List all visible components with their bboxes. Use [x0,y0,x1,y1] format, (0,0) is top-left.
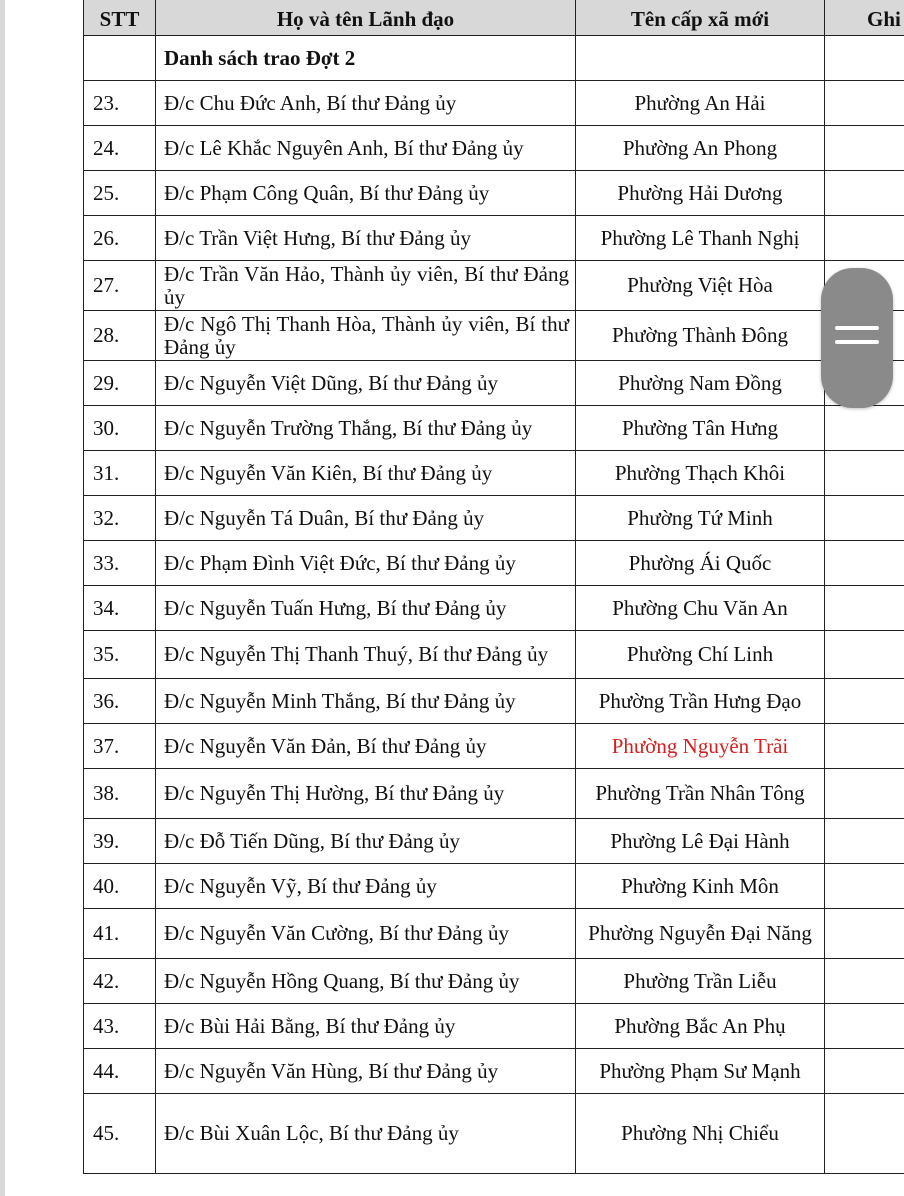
leader-name-cell: Đ/c Nguyễn Tuấn Hưng, Bí thư Đảng ủy [156,586,576,631]
ward-name-cell: Phường Trần Hưng Đạo [576,679,825,724]
ward-name-cell: Phường Chí Linh [576,631,825,679]
ward-name-cell: Phường Bắc An Phụ [576,1004,825,1049]
stt-cell: 38. [84,769,156,819]
stt-cell: 41. [84,909,156,959]
section-title: Danh sách trao Đợt 2 [156,36,576,81]
table-row [84,631,904,679]
table-row [84,126,904,171]
stt-cell: 33. [84,541,156,586]
stt-cell: 36. [84,679,156,724]
stt-cell: 37. [84,724,156,769]
leader-name-cell: Đ/c Nguyễn Văn Cường, Bí thư Đảng ủy [156,909,576,959]
table-header-row [84,0,904,36]
table-row [84,819,904,864]
ward-name-cell: Phường Nam Đồng [576,361,825,406]
scroll-handle[interactable] [821,268,893,408]
ward-name-cell: Phường Ái Quốc [576,541,825,586]
ward-name-cell: Phường Trần Liễu [576,959,825,1004]
drag-handle-icon-line [835,340,879,344]
ward-name-cell: Phường Nguyễn Đại Năng [576,909,825,959]
ward-name-cell: Phường Nhị Chiểu [576,1094,825,1174]
note-cell [825,126,904,171]
leader-name-cell: Đ/c Nguyễn Văn Hùng, Bí thư Đảng ủy [156,1049,576,1094]
stt-cell: 31. [84,451,156,496]
section-note-cell [825,36,904,81]
ward-name-cell: Phường Kinh Môn [576,864,825,909]
note-cell [825,1094,904,1174]
stt-cell: 39. [84,819,156,864]
note-cell [825,406,904,451]
drag-handle-icon [835,326,879,330]
leader-name-cell: Đ/c Nguyễn Văn Đản, Bí thư Đảng ủy [156,724,576,769]
leader-name-cell: Đ/c Lê Khắc Nguyên Anh, Bí thư Đảng ủy [156,126,576,171]
leader-name-cell: Đ/c Nguyễn Trường Thắng, Bí thư Đảng ủy [156,406,576,451]
section-row [84,36,904,81]
table-row [84,909,904,959]
stt-cell: 34. [84,586,156,631]
note-cell [825,541,904,586]
section-ward-cell [576,36,825,81]
stt-cell: 26. [84,216,156,261]
leader-name-cell: Đ/c Phạm Đình Việt Đức, Bí thư Đảng ủy [156,541,576,586]
stt-cell: 24. [84,126,156,171]
leaders-table [83,0,904,1174]
table-row [84,496,904,541]
stt-cell: 29. [84,361,156,406]
leader-name-cell: Đ/c Bùi Hải Bằng, Bí thư Đảng ủy [156,1004,576,1049]
leader-name-cell: Đ/c Nguyễn Tá Duân, Bí thư Đảng ủy [156,496,576,541]
note-cell [825,1049,904,1094]
ward-name-cell: Phường Trần Nhân Tông [576,769,825,819]
table-row [84,406,904,451]
table-row [84,679,904,724]
table-row [84,541,904,586]
stt-cell: 40. [84,864,156,909]
table-row [84,216,904,261]
leader-name-cell: Đ/c Nguyễn Việt Dũng, Bí thư Đảng ủy [156,361,576,406]
header-note: Ghi [825,0,904,36]
leader-name-cell: Đ/c Đỗ Tiến Dũng, Bí thư Đảng ủy [156,819,576,864]
leader-name-cell: Đ/c Nguyễn Thị Thanh Thuý, Bí thư Đảng ủy [156,631,576,679]
note-cell [825,81,904,126]
ward-name-cell: Phường Nguyễn Trãi [576,724,825,769]
ward-name-cell: Phường Hải Dương [576,171,825,216]
ward-name-cell: Phường Tứ Minh [576,496,825,541]
stt-cell: 43. [84,1004,156,1049]
header-name: Họ và tên Lãnh đạo [156,0,576,36]
leader-name-cell: Đ/c Bùi Xuân Lộc, Bí thư Đảng ủy [156,1094,576,1174]
note-cell [825,909,904,959]
table-row [84,311,904,361]
leader-name-cell: Đ/c Phạm Công Quân, Bí thư Đảng ủy [156,171,576,216]
table-row [84,1094,904,1174]
leader-name-cell: Đ/c Chu Đức Anh, Bí thư Đảng ủy [156,81,576,126]
table-row [84,451,904,496]
ward-name-cell: Phường Việt Hòa [576,261,825,311]
note-cell [825,864,904,909]
note-cell [825,724,904,769]
note-cell [825,769,904,819]
table-row [84,724,904,769]
stt-cell: 28. [84,311,156,361]
ward-name-cell: Phường An Hải [576,81,825,126]
table-row [84,171,904,216]
table-row [84,361,904,406]
table-row [84,586,904,631]
note-cell [825,959,904,1004]
leader-name-cell: Đ/c Nguyễn Vỹ, Bí thư Đảng ủy [156,864,576,909]
stt-cell: 45. [84,1094,156,1174]
table-row [84,261,904,311]
leader-name-cell: Đ/c Trần Văn Hảo, Thành ủy viên, Bí thư Đảng ủy [156,261,576,311]
header-ward: Tên cấp xã mới [576,0,825,36]
table-row [84,959,904,1004]
stt-cell: 30. [84,406,156,451]
note-cell [825,631,904,679]
stt-cell: 35. [84,631,156,679]
leader-name-cell: Đ/c Nguyễn Thị Hường, Bí thư Đảng ủy [156,769,576,819]
leader-name-cell: Đ/c Nguyễn Hồng Quang, Bí thư Đảng ủy [156,959,576,1004]
note-cell [825,586,904,631]
note-cell [825,171,904,216]
leader-name-cell: Đ/c Ngô Thị Thanh Hòa, Thành ủy viên, Bí thư Đảng ủy [156,311,576,361]
table-row [84,1004,904,1049]
note-cell [825,451,904,496]
ward-name-cell: Phường An Phong [576,126,825,171]
ward-name-cell: Phường Thành Đông [576,311,825,361]
ward-name-cell: Phường Phạm Sư Mạnh [576,1049,825,1094]
table-row [84,864,904,909]
note-cell [825,819,904,864]
table-row [84,81,904,126]
ward-name-cell: Phường Chu Văn An [576,586,825,631]
note-cell [825,679,904,724]
stt-cell: 23. [84,81,156,126]
leader-name-cell: Đ/c Nguyễn Minh Thắng, Bí thư Đảng ủy [156,679,576,724]
stt-cell: 27. [84,261,156,311]
ward-name-cell: Phường Tân Hưng [576,406,825,451]
section-stt-cell [84,36,156,81]
stt-cell: 42. [84,959,156,1004]
ward-name-cell: Phường Lê Đại Hành [576,819,825,864]
table-row [84,1049,904,1094]
leader-name-cell: Đ/c Trần Việt Hưng, Bí thư Đảng ủy [156,216,576,261]
table-row [84,769,904,819]
note-cell [825,216,904,261]
header-stt: STT [84,0,156,36]
stt-cell: 25. [84,171,156,216]
leader-name-cell: Đ/c Nguyễn Văn Kiên, Bí thư Đảng ủy [156,451,576,496]
ward-name-cell: Phường Lê Thanh Nghị [576,216,825,261]
note-cell [825,496,904,541]
ward-name-cell: Phường Thạch Khôi [576,451,825,496]
note-cell [825,1004,904,1049]
stt-cell: 32. [84,496,156,541]
stt-cell: 44. [84,1049,156,1094]
